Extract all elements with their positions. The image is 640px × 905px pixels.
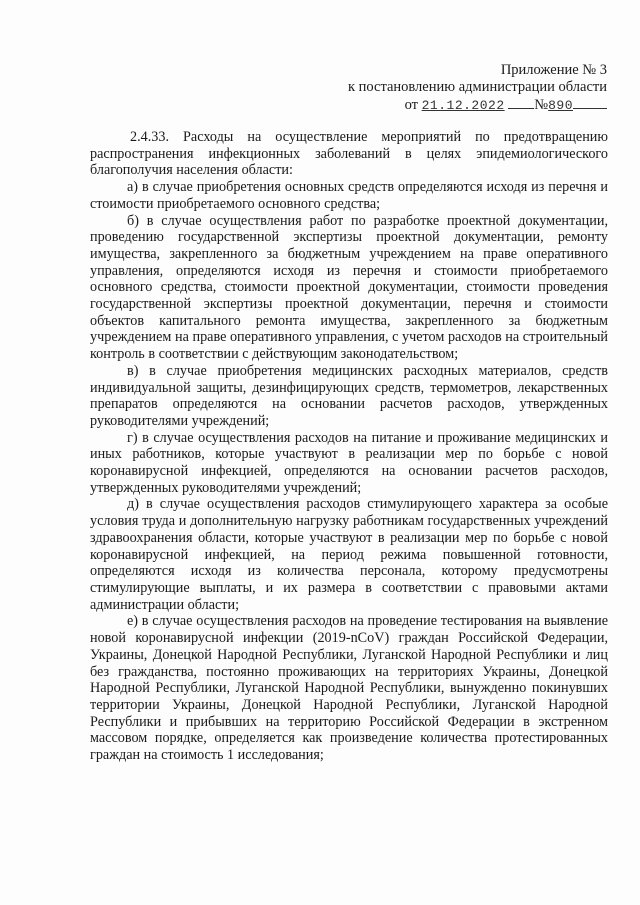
resolution-date-number bbox=[307, 96, 607, 114]
paragraph-b: б) в случае осуществления работ по разработке проектной документации, проведению государственной экспертизы проектной документации, ремонту имущества, закрепленного за бюджетным учреждением на праве оперативного управления, определяются исходя из перечня и стоимости приобретаемого основного средства, стоимости проектной документации, стоимости проведения государственной экспертизы проектной документации, перечня и стоимости объектов капитального ремонта имущества, закрепленного за бюджетным учреждением на праве оперативного управления, с учетом расходов на строительный контроль в соответствии с действующим законодательством; bbox=[90, 212, 608, 363]
paragraph-g: г) в случае осуществления расходов на питание и проживание медицинских и иных работников, которые участвуют в реализации мер по борьбе с новой коронавирусной инфекцией, определяются на основании расчетов расходов, утвержденных руководителями учреждений; bbox=[90, 429, 608, 496]
number-underline bbox=[573, 96, 607, 109]
number-prefix: № bbox=[534, 97, 549, 113]
paragraph-d: д) в случае осуществления расходов стимулирующего характера за особые условия труда и дополнительную нагрузку работникам государственных учреждений здравоохранения области, которые участвуют в реализации мер по борьбе с новой коронавирусной инфекцией, на период режима повышенной готовности, определяются исходя из количества персонала, которому предусмотрены стимулирующие выплаты, и их размера в соответствии с правовыми актами администрации области; bbox=[90, 496, 608, 613]
date-underline bbox=[508, 96, 534, 109]
paragraph-intro: 2.4.33. Расходы на осуществление мероприятий по предотвращению распространения инфекционных заболеваний в целях эпидемиологического благополучия населения области: bbox=[90, 129, 608, 179]
appendix-title: Приложение № 3 bbox=[500, 62, 607, 78]
resolution-reference: к постановлению администрации области bbox=[347, 79, 607, 95]
document-body bbox=[90, 129, 608, 764]
paragraph-e: е) в случае осуществления расходов на проведение тестирования на выявление новой коронавирусной инфекции (2019-nCoV) граждан Российской Федерации, Украины, Донецкой Народной Республики, Луганской Народной Республики и лиц без гражданства, постоянно проживающих на территориях Украины, Донецкой Народной Республики, Луганской Народной Республики, вынужденно покинувших территории Украины, Донецкой Народной Республики, Луганской Народной Республики и прибывших на территорию Российской Федерации в экстренном массовом порядке, определяется как произведение количества протестированных граждан на стоимость 1 исследования; bbox=[90, 613, 608, 764]
from-prefix: от bbox=[404, 97, 418, 113]
appendix-header bbox=[307, 62, 607, 114]
resolution-number: 890 bbox=[548, 98, 573, 113]
paragraph-a: а) в случае приобретения основных средств определяются исходя из перечня и стоимости приобретаемого основного средства; bbox=[90, 179, 608, 212]
resolution-date: 21.12.2022 bbox=[421, 98, 505, 113]
paragraph-v: в) в случае приобретения медицинских расходных материалов, средств индивидуальной защиты, дезинфицирующих средств, термометров, лекарственных препаратов определяются на основании расчетов расходов, утвержденных руководителями учреждений; bbox=[90, 362, 608, 429]
